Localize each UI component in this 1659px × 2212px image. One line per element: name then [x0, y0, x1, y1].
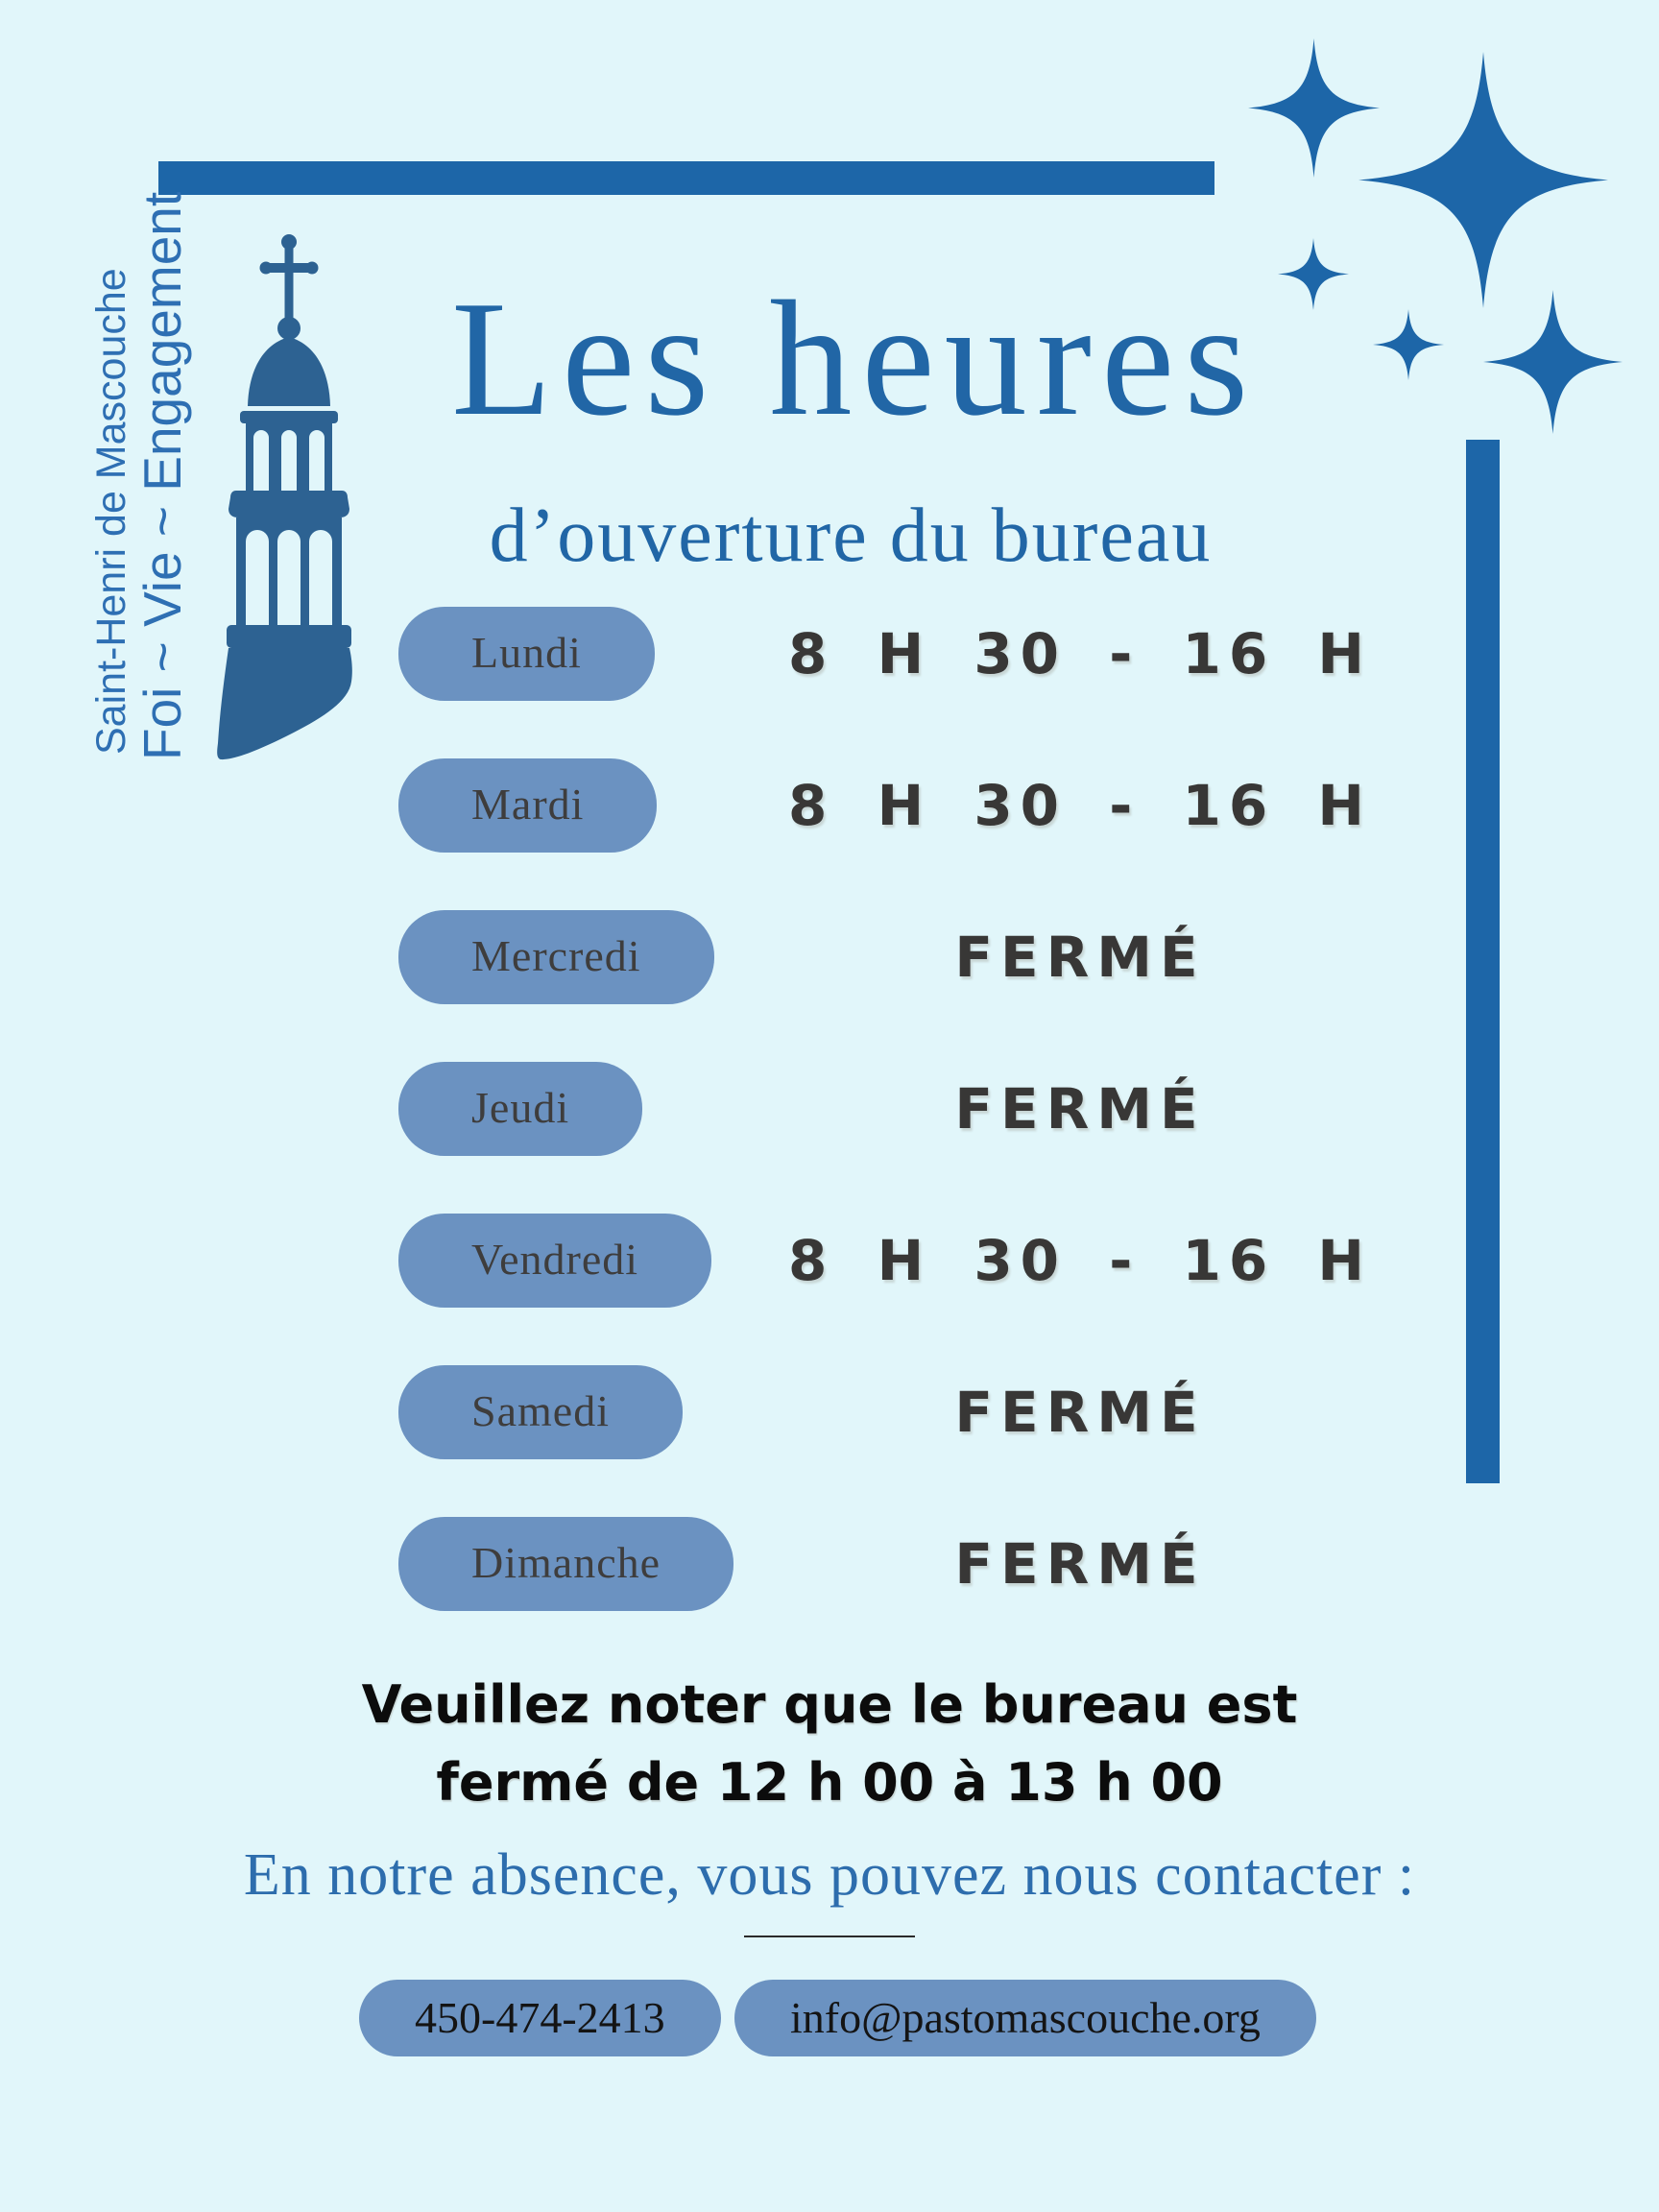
sparkle-icon — [1358, 52, 1608, 308]
hours-value: 8 H 30 - 16 H — [788, 1228, 1372, 1293]
hours-value: FERMÉ — [954, 1380, 1206, 1445]
hours-value: FERMÉ — [954, 1076, 1206, 1142]
sparkle-icon — [1278, 238, 1349, 310]
day-label: Dimanche — [471, 1538, 661, 1587]
day-pill — [398, 1214, 711, 1308]
schedule-row — [0, 758, 1659, 853]
day-pill — [398, 910, 714, 1004]
schedule-row — [0, 1062, 1659, 1156]
schedule-row — [0, 607, 1659, 701]
schedule-row — [0, 1517, 1659, 1611]
page-subtitle: d’ouverture du bureau — [489, 493, 1213, 578]
day-pill — [398, 607, 655, 701]
divider-line — [744, 1936, 915, 1937]
phone-number: 450-474-2413 — [415, 1993, 665, 2042]
day-label: Jeudi — [471, 1083, 570, 1132]
day-pill — [398, 1365, 683, 1459]
contact-intro: En notre absence, vous pouvez nous contacter : — [243, 1842, 1416, 1908]
day-label: Lundi — [471, 628, 582, 677]
hours-value: FERMÉ — [954, 925, 1206, 990]
day-label: Mardi — [471, 780, 585, 829]
day-pill — [398, 1517, 733, 1611]
phone-button[interactable] — [359, 1980, 721, 2056]
sparkle-icon — [1483, 290, 1623, 434]
org-motto: Foi ~ Vie ~ Engagement — [132, 191, 192, 760]
schedule-row — [0, 1365, 1659, 1459]
day-pill — [398, 1062, 642, 1156]
page-title: Les heures — [451, 268, 1259, 450]
email-address: info@pastomascouche.org — [790, 1993, 1261, 2042]
org-name: Saint-Henri de Mascouche — [88, 268, 134, 755]
schedule-row — [0, 1214, 1659, 1308]
day-label: Samedi — [471, 1386, 610, 1435]
top-accent-bar — [158, 161, 1214, 195]
sparkle-icon — [1373, 309, 1444, 380]
note-line-2: fermé de 12 h 00 à 13 h 00 — [436, 1752, 1223, 1813]
hours-value: 8 H 30 - 16 H — [788, 621, 1372, 686]
day-pill — [398, 758, 657, 853]
email-button[interactable] — [734, 1980, 1316, 2056]
hours-value: FERMÉ — [954, 1531, 1206, 1597]
hours-value: 8 H 30 - 16 H — [788, 773, 1372, 838]
schedule-row — [0, 910, 1659, 1004]
note-line-1: Veuillez noter que le bureau est — [361, 1674, 1298, 1735]
day-label: Vendredi — [471, 1235, 639, 1284]
day-label: Mercredi — [471, 931, 641, 980]
